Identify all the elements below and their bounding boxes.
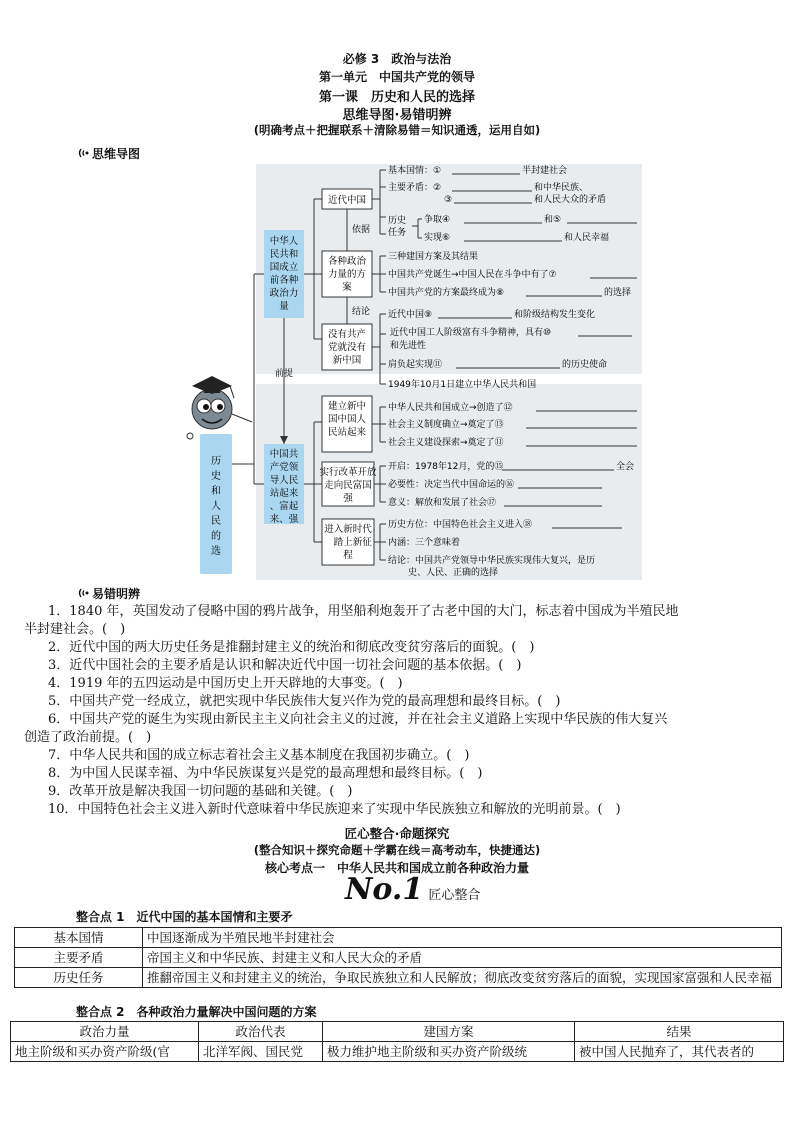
point2-table [10, 1021, 784, 1062]
point1-title: 整合点 1 近代中国的基本国情和主要矛 [76, 910, 293, 924]
core-point-title: 核心考点一 中华人民共和国成立前各种政治力量 [264, 861, 529, 875]
svg-text:中华人: 中华人 [269, 236, 299, 247]
row-label: 基本国情 [15, 928, 143, 948]
mm-n1-i4: 争取④ [424, 215, 451, 225]
root-char: 的 [211, 531, 221, 542]
error-item: 10．中国特色社会主义进入新时代意味着中华民族迎来了实现中华民族独立和解放的光明前景。( ) [48, 802, 621, 817]
section2-subtitle: (整合知识＋探究命题＋学霸在线＝高考动车，快捷通达) [253, 843, 541, 857]
column-header: 结果 [575, 1022, 784, 1042]
mm-n1-i5b: 和人民幸福 [564, 233, 610, 243]
error-item: 4．1919 年的五四运动是中国历史上开天辟地的大事变。( ) [48, 676, 403, 691]
mm-n2-i3b: 的选择 [604, 288, 632, 298]
mm-n6-i3b: 史、人民、正确的选择 [408, 568, 499, 578]
node-n2-label: 案 [342, 282, 352, 293]
errors-heading [78, 585, 140, 602]
mm-n6-i1: 历史方位：中国特色社会主义进入⑱ [388, 520, 533, 530]
point2-title: 整合点 2 各种政治力量解决中国问题的方案 [76, 1005, 317, 1019]
node-n2-label: 力量的方 [327, 269, 367, 280]
mm-n4-i3: 社会主义建设探索→奠定了⑪ [388, 438, 504, 448]
error-item: 3．近代中国社会的主要矛盾是认识和解决近代中国一切社会问题的基本依据。( ) [48, 658, 522, 673]
node-n5-label: 强 [343, 493, 353, 504]
mm-n3-i3: 肩负起实现⑪ [388, 360, 443, 370]
signal-icon [78, 587, 90, 599]
svg-text:前各种: 前各种 [269, 275, 299, 286]
basis-label: 依据 [352, 225, 371, 235]
svg-text:量: 量 [279, 301, 289, 312]
mm-n5-i3: 意义：解放和发展了社会⑰ [388, 498, 497, 508]
node-n4-label: 国中国人 [327, 414, 367, 425]
mm-n2-i3: 中国共产党的方案最终成为⑧ [388, 288, 505, 298]
table-cell: 地主阶级和买办资产阶级(官 [11, 1042, 199, 1062]
table-cell: 北洋军阀、国民党 [199, 1042, 323, 1062]
mindmap-heading-text: 思维导图 [92, 147, 141, 161]
column-header: 建国方案 [323, 1022, 575, 1042]
error-item: 7．中华人民共和国的成立标志着社会主义基本制度在我国初步确立。( ) [48, 748, 470, 763]
node-n3-label: 没有共产 [327, 329, 367, 340]
error-item: 9．改革开放是解决我国一切问题的基础和关键。( ) [48, 784, 353, 799]
no1-label: No.1 [345, 872, 424, 907]
column-header: 政治代表 [199, 1022, 323, 1042]
mm-n1-i3b: 和人民大众的矛盾 [534, 195, 607, 205]
mm-n1-i2b: 和中华民族、 [534, 183, 589, 193]
svg-text:站起来: 站起来 [269, 488, 299, 499]
node-n4-label: 建立新中 [327, 401, 367, 412]
root-char: 人 [211, 501, 221, 512]
row-value: 推翻帝国主义和封建主义的统治，争取民族独立和人民解放；彻底改变贫穷落后的面貌，实现国家富强和人民幸福 [143, 968, 782, 988]
row-value: 中国逐渐成为半殖民地半封建社会 [143, 928, 782, 948]
table-header-row [11, 1022, 784, 1042]
mm-n5-i1: 开启：1978年12月，党的⑮ [388, 462, 504, 472]
book-title: 必修 3 政治与法治 [342, 52, 452, 66]
svg-text:政治力: 政治力 [269, 288, 299, 299]
root-char: 和 [211, 486, 221, 497]
row-label: 历史任务 [15, 968, 143, 988]
mm-n5-i2: 必要性：决定当代中国命运的⑯ [388, 480, 515, 490]
mind-map [182, 164, 642, 580]
mm-n5-i1b: 全会 [616, 462, 635, 472]
node-n4-label: 民站起来 [327, 427, 367, 438]
mm-n2-i2: 中国共产党诞生→中国人民在斗争中有了⑦ [388, 270, 557, 280]
svg-text:导人民: 导人民 [269, 475, 299, 486]
mm-n3-i3b: 的历史使命 [562, 360, 608, 370]
no1-suffix: 匠心整合 [428, 888, 481, 903]
section-subtitle: (明确考点＋把握联系＋清除易错＝知识通透，运用自如) [253, 123, 541, 137]
mm-n4-i2: 社会主义制度确立→奠定了⑬ [388, 420, 504, 430]
svg-text:民共和: 民共和 [269, 249, 299, 260]
mm-n3-i2b: 和先进性 [390, 341, 427, 351]
root-char: 史 [211, 471, 221, 482]
mm-n6-i3: 结论：中国共产党领导中华民族实现伟大复兴，是历 [388, 556, 596, 566]
section-title: 思维导图·易错明辨 [342, 108, 452, 123]
node-n6-label: 程 [343, 550, 353, 561]
mm-n1-i1: 基本国情：① [388, 166, 442, 176]
mm-n1-i1b: 半封建社会 [522, 166, 568, 176]
mm-n3-i4: 1949年10月1日建立中华人民共和国 [388, 380, 537, 390]
root-char: 历 [211, 456, 221, 467]
node-n6-label: 踏上新征 [324, 537, 372, 548]
row-value: 帝国主义和中华民族、封建主义和人民大众的矛盾 [143, 948, 782, 968]
node-n2-label: 各种政治 [327, 256, 367, 267]
mm-n6-i2: 内涵：三个意味着 [388, 538, 461, 548]
error-item: 半封建社会。( ) [24, 622, 126, 637]
node-n3-label: 党就没有 [327, 342, 367, 353]
signal-icon [78, 147, 90, 159]
errors-list [24, 603, 770, 819]
svg-text:、富起: 、富起 [269, 501, 299, 512]
mm-n1-i3: ③ [444, 195, 453, 205]
node-n5-label: 实行改革开放 [319, 467, 377, 478]
error-item: 2．近代中国的两大历史任务是推翻封建主义的统治和彻底改变贫穷落后的面貌。( ) [48, 640, 535, 655]
node-n5-label: 走向民富国 [324, 480, 372, 491]
mindmap-heading [78, 145, 140, 162]
table-row [15, 928, 782, 948]
node-n1-label: 近代中国 [327, 195, 367, 206]
node-n3-label: 新中国 [332, 355, 362, 366]
mm-n1-task-2: 任务 [388, 228, 407, 238]
svg-text:中国共: 中国共 [269, 449, 299, 460]
mm-n3-i2: 近代中国工人阶级富有斗争精神，具有⑩ [390, 328, 552, 338]
table-cell: 极力维护地主阶级和买办资产阶级统 [323, 1042, 575, 1062]
point1-table [14, 927, 782, 988]
premise-label: 前提 [274, 369, 294, 379]
table-cell: 被中国人民抛弃了，其代表者的 [575, 1042, 784, 1062]
mm-n3-i1b: 和阶级结构发生变化 [514, 310, 596, 320]
mm-n4-i1: 中华人民共和国成立→创造了⑫ [388, 403, 513, 413]
root-char: 选 [211, 546, 221, 557]
svg-text:国成立: 国成立 [269, 262, 299, 273]
error-item: 8．为中国人民谋幸福、为中华民族谋复兴是党的最高理想和最终目标。( ) [48, 766, 483, 781]
lesson-title: 第一课 历史和人民的选择 [318, 90, 475, 105]
no1-banner [345, 872, 480, 907]
table-row [15, 968, 782, 988]
section2-title: 匠心整合·命题探究 [344, 826, 450, 841]
root-char: 民 [211, 516, 221, 527]
svg-text:来、强: 来、强 [269, 514, 299, 525]
error-item: 5．中国共产党一经成立，就把实现中华民族伟大复兴作为党的最高理想和最终目标。( ) [48, 694, 561, 709]
mm-n3-i1: 近代中国⑨ [388, 310, 433, 320]
table-row [11, 1042, 784, 1062]
conclusion-label: 结论 [352, 307, 371, 317]
mm-n1-i5: 实现⑥ [424, 233, 451, 243]
mind-map-diagram [182, 164, 642, 580]
mm-n2-i1: 三种建国方案及其结果 [388, 252, 479, 262]
unit-title: 第一单元 中国共产党的领导 [318, 70, 475, 84]
table-row [15, 948, 782, 968]
mm-n1-task-1: 历史 [388, 216, 407, 226]
mm-n1-i2: 主要矛盾：② [388, 183, 442, 193]
error-item: 6．中国共产党的诞生为实现由新民主主义向社会主义的过渡，并在社会主义道路上实现中华民族的伟大复兴 [48, 712, 668, 727]
errors-heading-text: 易错明辨 [92, 587, 141, 601]
node-n6-label: 进入新时代 [324, 524, 372, 535]
column-header: 政治力量 [11, 1022, 199, 1042]
error-item: 1．1840 年，英国发动了侵略中国的鸦片战争，用坚船利炮轰开了古老中国的大门，标志着中国成为半殖民地 [48, 604, 679, 619]
error-item: 创造了政治前提。( ) [24, 730, 152, 745]
svg-text:产党领: 产党领 [269, 462, 299, 473]
mascot-illustration [187, 376, 252, 439]
mm-n1-i4b: 和⑤ [544, 215, 562, 225]
row-label: 主要矛盾 [15, 948, 143, 968]
